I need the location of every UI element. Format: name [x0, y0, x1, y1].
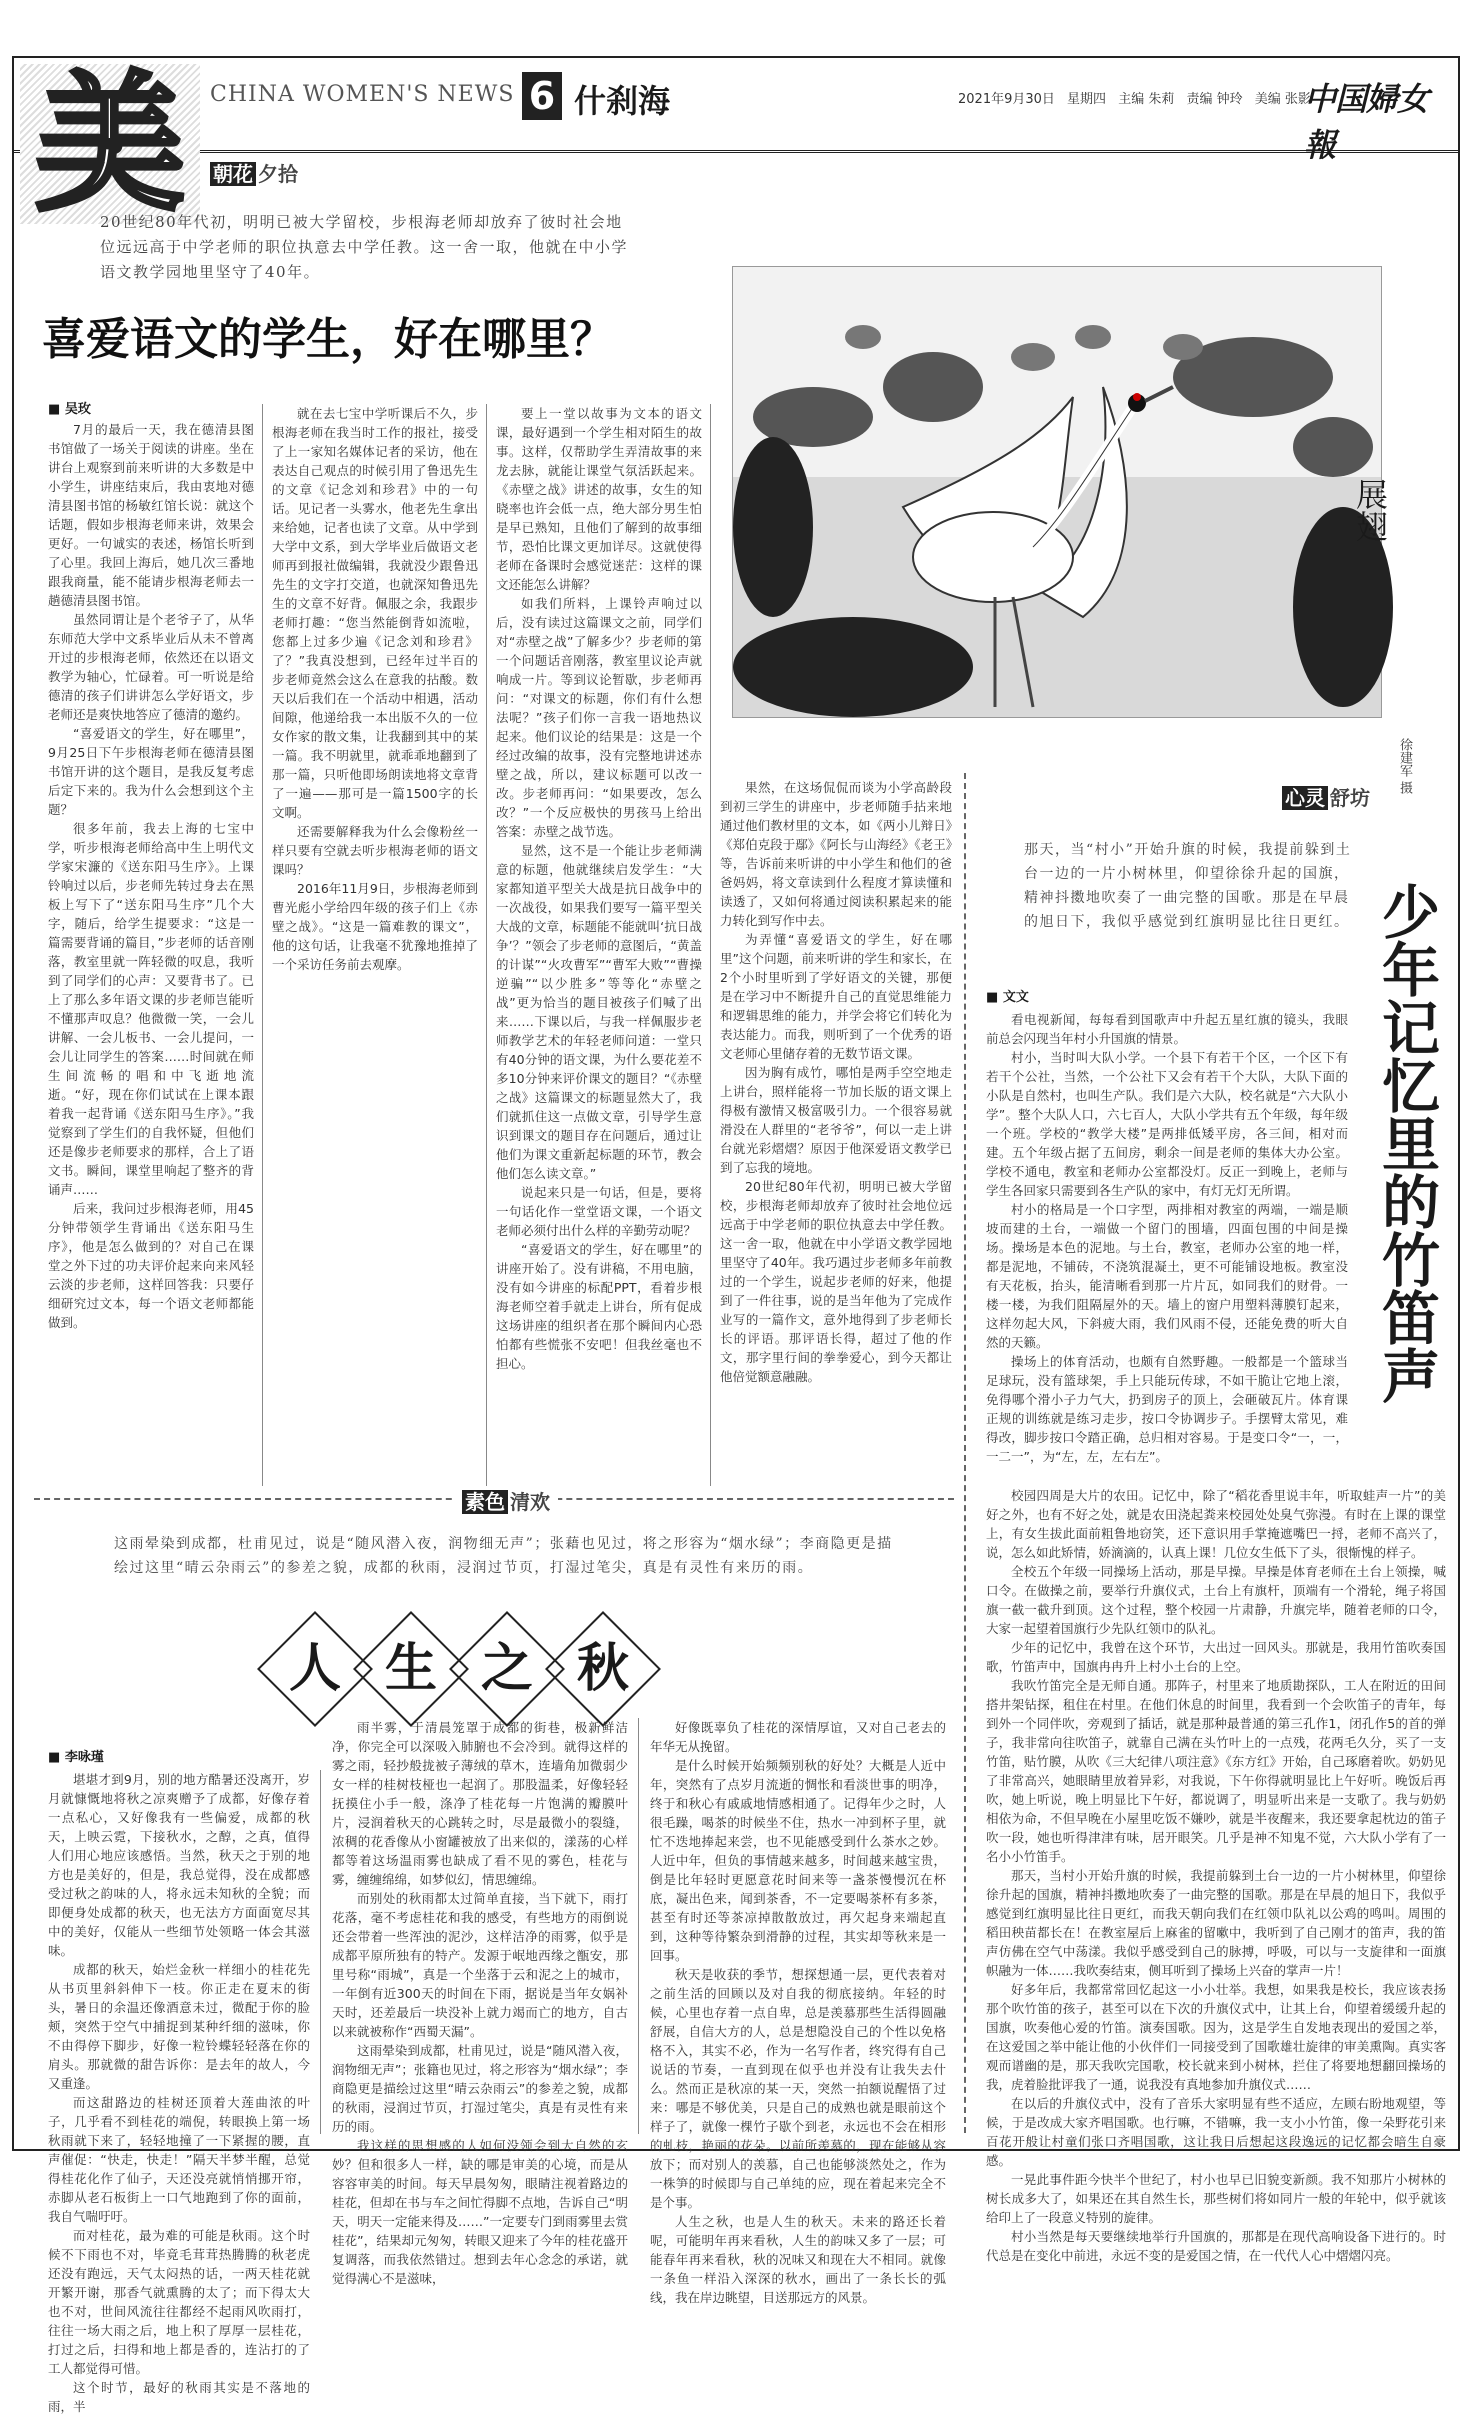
article1-byline: ■ 吴玫	[48, 398, 91, 417]
paragraph: “喜爱语文的学生，好在哪里”的讲座开始了。没有讲稿，不用电脑，没有如今讲座的标配PPT，看着步根海老师空着手就走上讲台，所有促成这场讲座的组织者在那个瞬间内心恐怕都有些慌张不安吧！但我丝毫也不担心。	[496, 1242, 702, 1371]
article3-column-1	[48, 1770, 310, 2414]
article2-body-bottom	[986, 1486, 1446, 2263]
paragraph: 还需要解释我为什么会像粉丝一样只要有空就去听步根海老师的语文课吗？	[272, 824, 478, 877]
issue-weekday: 星期四	[1067, 92, 1107, 107]
column-rule	[320, 1770, 321, 2134]
paragraph: 果然，在这场侃侃而谈为小学高龄段到初三学生的讲座中，步老师随手拈来地通过他们教材里的文本，如《两小儿辩日》《郑伯克段于鄢》《阿长与山海经》《老王》等，告诉前来听讲的中小学生和他们的爸爸妈妈，将文章读到什么程度才算读懂和读透了，又如何将通过阅读积累起来的能力转化到写作中去。	[720, 780, 952, 928]
responsible-editor: 责编 钟玲	[1186, 92, 1243, 107]
column-tag-a: 心灵	[1282, 786, 1328, 810]
paragraph: 20世纪80年代初，明明已被大学留校，步根海老师却放弃了彼时社会地位远远高于中学老师的职位执意去中学任教。这一舍一取，他就在中小学语文教学园地里坚守了40年。我巧遇过步老师多年前教过的一个学生，说起步老师的好来，他提到了一件往事，说的是当年他为了完成作业写的一篇作文，意外地得到了步老师长长的评语。那评语长得，超过了他的作文，那字里行间的拳拳爱心，到今天都让他倍觉额意融融。	[720, 1179, 952, 1384]
paragraph: 因为胸有成竹，哪怕是两手空空地走上讲台，照样能将一节加长版的语文课上得极有激情又极富吸引力。一个很容易就滑没在人群里的“老爷爷”，何以一走上讲台就光彩熠熠？原因于他深爱语文教学已到了忘我的境地。	[720, 1065, 952, 1175]
paragraph: 堪堪才到9月，别的地方酷暑还没离开，岁月就慷慨地将秋之凉爽赠予了成都，好像存着一点私心，又好像我有一些偏爱，成都的秋天，上映云霓，下接秋水，之醇，之真，值得人们用心地应该感悟。当然，秋天之于别的地方也是美好的，但是，我总觉得，没在成都感受过秋之韵味的人，将永远未知秋的全貌；而即便身处成都的秋天，也无法方方面面宽尽其中的美好，仅能从一些细节处领略一体会其滋味。	[48, 1772, 310, 1958]
article3-byline: ■ 李咏瑾	[48, 1746, 104, 1765]
newspaper-page	[12, 56, 1460, 2414]
column-rule	[262, 404, 263, 1486]
paragraph: 虽然同谓让是个老爷子了，从华东师范大学中文系毕业后从未不曾离开过的步根海老师，依然还在以语文教学为轴心，忙碌着。可一听说是给德清的孩子们讲讲怎么学好语文，步老师还是爽快地答应了德清的邀约。	[48, 612, 254, 722]
paragraph: 秋天是收获的季节，想探想通一层，更代表着对之前生活的回顾以及对自我的彻底接纳。年轻的时候，心里也存着一点自卑，总是羡慕那些生活得圆融舒展，自信大方的人，总是想隐没自己的个性以免格格不入，其实不必，作为一名写作者，终究得有自己说话的节奏，一直到现在似乎也并没有让我失去什么。然而正是秋凉的某一天，突然一拍额说醒悟了过来：哪是不够优美，只是自己的成熟也就是眼前这个样子了，就像一棵竹子歇个到老，永远也不会在相形的虬枝，艳丽的花朵。以前所羡慕的，现在能够从容放下；而对别人的羡慕，自己也能够淡然处之，作为一株笋的时候即与自己单纯的应，现在着起来完全不是个事。	[650, 1967, 946, 2210]
crane-illustration	[733, 267, 1381, 717]
article2-lead: 那天，当“村小”开始升旗的时候，我提前躲到土台一边的一片小树林里，仰望徐徐升起的国旗，精神抖擞地吹奏了一曲完整的国歌。那是在早晨的旭日下，我似乎感觉到红旗明显比往日更红。	[1024, 842, 1352, 930]
paragraph: 就在去七宝中学听课后不久，步根海老师在我当时工作的报社，接受了上一家知名媒体记者的采访，他在表达自己观点的时候引用了鲁迅先生的文章《记念刘和珍君》中的一句话。见记者一头雾水，他老先生拿出来给她，记者也读了文章。从中学到大学中文系，到大学毕业后做语文老师再到报社做编辑，我就没少跟鲁迅先生的文字打交道，也就深知鲁迅先生的文章不好背。佩服之余，我跟步老师打趣：“您当然能倒背如流啦，您都上过多少遍《记念刘和珍君》了？”我真没想到，已经年过半百的步老师竟然会这么在意我的拈酸。数天以后我们在一个活动中相遇，活动间隙，他递给我一本出版不久的一位女作家的散文集，让我翻到其中的某一篇。我不明就里，就乖乖地翻到了那一篇，只听他即场朗读地将文章背了一遍——那可是一篇1500字的长文啊。	[272, 406, 478, 820]
column-tag-zhaohua	[210, 158, 298, 187]
paragraph: 这个时节，最好的秋雨其实是不落地的雨，半	[48, 2380, 310, 2414]
page-name: 什刹海	[574, 82, 671, 120]
article2-body-top	[986, 1010, 1348, 1478]
paragraph: 这雨晕染到成都，杜甫见过，说是“随风潜入夜，润物细无声”；张籍也见过，将之形容为“烟水绿”；李商隐更是描绘过这里“晴云杂雨云”的参差之貌，成都的秋雨，浸润过节页，打湿过笔尖，真是有灵性有来历的雨。	[332, 2043, 628, 2134]
paragraph: 村小的格局是一个口字型，两排相对教室的两端，一端是顺坡而建的土台，一端做一个留门的围墙，四面包围的中间是操场。操场是本色的泥地。与土台，教室，老师办公室的地一样，都是泥地，不铺砖，不浇筑混凝土，更不可能铺设地板。教室没有天花板，抬头，能清晰看到那一片片瓦，如同我们的财骨。一楼一楼，为我们阻隔屋外的天。墙上的窗户用塑料薄膜钉起来，这样勿起大风，下斜疲大雨，我们风雨不侵，还能免费的听大自然的天籁。	[986, 1202, 1348, 1350]
paragraph: 那天，当村小开始升旗的时候，我提前躲到土台一边的一片小树林里，仰望徐徐升起的国旗，精神抖擞地吹奏了一曲完整的国歌。那是在早晨的旭日下，我似乎感觉到红旗明显比往日更红，而我天朝向我们在红领巾队礼以公鸡的鸣叫。周围的稻田秧苗都长在！在教室屋后上麻雀的留嗽中，我听到了自己刚才的笛声，我的笛声仿佛在空气中荡漾。我似乎感受到自己的脉搏，呼吸，可以与一支旋律和一面旗帜融为一体……我吹奏结束，侧耳听到了操场上兴奋的掌声一片！	[986, 1868, 1446, 1978]
paragraph: 村小，当时叫大队小学。一个县下有若干个区，一个区下有若干个公社，当然，一个公社下又会有若干个大队，大队下面的小队是自然村，也叫生产队。我们是六大队，校名就是“六大队小学”。整个大队人口，六七百人，大队小学共有五个年级，每年级一个班。学校的“教学大楼”是两排低矮平房，各三间，相对而建。五个年级占据了五间房，剩余一间是老师的集体大办公室。学校不通电，教室和老师办公室都没灯。反正一到晚上，老师与学生各回家只需要到各生产队的家中，有灯无灯无所谓。	[986, 1050, 1348, 1198]
title-char: 人	[288, 1638, 341, 1699]
column-tag-a: 朝花	[210, 162, 256, 186]
paragraph: 雨半雾，于清晨笼罩于成都的街巷，极新鲜洁净，你完全可以深吸入肺腑也不会冷到。就得这样的雾之雨，轻抄般拢被子薄绒的草木，连墙角加微弱少女一样的桂树枝桠也一起润了。那股温柔，好像轻轻抚摸住小手一般，涤净了桂花每一片饱满的瓣膜叶片，浸润着秋天的心跳转之时，尽是最微小的裂缝，浓稠的花香像从小窗罐被放了出来似的，漾荡的心样都等着这场温雨雾也缺成了看不见的雾色，桂花与雾，缠缠绵绵，如梦似幻，情思缠绵。	[332, 1720, 628, 1887]
issue-meta	[958, 88, 1319, 107]
photo-crane	[732, 266, 1382, 718]
column-tag-suse	[454, 1486, 558, 1515]
article1-column-4	[720, 778, 952, 1486]
paragraph: 一晃此事件距今快半个世纪了，村小也早已旧貌变新颜。我不知那片小树林的树长成多大了，如果还在其自然生长，那些树们将如同片一般的年轮中，似乎就该给印上了一段意义特别的旋律。	[986, 2172, 1446, 2225]
paragraph: 为弄懂“喜爱语文的学生，好在哪里”这个问题，前来听讲的学生和家长，在2个小时里听到了学好语文的关键，那便是在学习中不断提升自己的直觉思维能力和逻辑思维的能力，并学会将它们转化为表达能力。而我，则听到了一个优秀的语文老师心里储存着的无数节语文课。	[720, 932, 952, 1061]
article1-lead: 20世纪80年代初，明明已被大学留校，步根海老师却放弃了彼时社会地位远远高于中学老师的职位执意去中学任教。这一舍一取，他就在中小学语文教学园地里坚守了40年。	[100, 213, 629, 281]
page-number: 6	[522, 72, 562, 120]
title-char: 生	[384, 1638, 437, 1699]
article3-lead: 这雨晕染到成都，杜甫见过，说是“随风潜入夜，润物细无声”；张藉也见过，将之形容为“烟水绿”；李商隐更是描绘过这里“晴云杂雨云”的参差之貌，成都的秋雨，浸润过节页，打湿过笔尖，真是有灵性有来历的雨。	[114, 1536, 893, 1576]
paragraph: 7月的最后一天，我在德清县图书馆做了一场关于阅读的讲座。坐在讲台上观察到前来听讲的大多数是中小学生，讲座结束后，我由衷地对德清县图书馆的杨敏红馆长说：就这个话题，假如步根海老师来讲，效果会更好。一句诚实的表述，杨馆长听到了心里。我回上海后，她几次三番地跟我商量，能不能请步根海老师去一趟德清县图书馆。	[48, 422, 254, 608]
paragraph: 而对桂花，最为难的可能是秋雨。这个时候不下雨也不对，毕竟毛茸茸热腾腾的秋老虎还没有跑远，天气太闷热的话，一两天桂花就开繁开谢，那香气就熏腾的太了；而下得太大也不对，世间风流往往都经不起雨风吹雨打，往往一场大雨之后，地上积了厚厚一层桂花，打过之后，扫得和地上都是香的，连沾打的了工人都觉得可惜。	[48, 2228, 310, 2376]
masthead	[14, 58, 1458, 164]
paragraph: 后来，我问过步根海老师，用45分钟带领学生背诵出《送东阳马生序》，他是怎么做到的？对自己在课堂之外下过的功夫评价起来向来风轻云淡的步老师，这样回答我：只要仔细研究过文本，每一个语文老师都能做到。	[48, 1201, 254, 1330]
article1-column-3	[496, 404, 702, 1486]
section-character: 美	[20, 64, 200, 224]
paragraph: 而这甜路边的桂树还顶着大莲曲浓的叶子，几乎看不到桂花的端倪，转眼换上第一场秋雨就下来了，轻轻地撞了一下紧握的腰，直声催促：“快走，快走！”隔天半梦半醒，总觉得桂花化作了仙子，天还没亮就悄悄挪开帘，赤脚从老石板街上一口气地跑到了你的面前，我自气喘吁吁。	[48, 2095, 310, 2224]
article3-column-3	[650, 1718, 946, 2305]
paragraph: 显然，这不是一个能让步老师满意的标题，他就继续启发学生：“大家都知道平型关大战是抗日战争中的一次战役，如果我们要写一篇平型关大战的文章，标题能不能就叫‘抗日战争’？”领会了步老师的意图后，“黄盖的计谋”“火攻曹军”“曹军大败”“曹操逆骗”“以少胜多”等等化“赤壁之战”更为恰当的题目被孩子们喊了出来……下课以后，与我一样佩服步老师教学艺术的年轻老师问道：一堂只有40分钟的语文课，为什么要花差不多10分钟来评价课文的题目？“《赤壁之战》这篇课文的标题显然大了，我们就抓住这一点做文章，引导学生意识到课文的题目存在问题后，通过让他们为课文重新起标题的环节，教会他们怎么读文章。”	[496, 843, 702, 1181]
paragraph: 好像既辜负了桂花的深情厚谊，又对自己老去的年华无从挽留。	[650, 1720, 946, 1754]
column-tag-a: 素色	[462, 1490, 508, 1514]
paragraph: 而别处的秋雨都太过简单直接，当下就下，雨打花落，毫不考虑桂花和我的感受，有些地方的雨倒说还会带着一些浑浊的泥沙，这样洁净的雨雾，似乎是成都平原所独有的特产。发源于岷地西缘之甑安，那里号称“雨城”，真是一个坐落于云和泥之上的城市，一年倒有近300天的时间在下雨，据说是当年女娲补天时，还差最后一块没补上就力竭而亡的地方，自古以来就被称作“西蜀天漏”。	[332, 1891, 628, 2039]
dashed-divider	[964, 773, 966, 2133]
column-rule	[638, 1718, 639, 2134]
paragraph: 2016年11月9日，步根海老师到曹光彪小学给四年级的孩子们上《赤壁之战》。“这是一篇难教的课文”，他的这句话，让我毫不犹豫地推掉了一个采访任务前去观摩。	[272, 881, 478, 972]
art-editor: 美编 张影	[1254, 92, 1311, 107]
paragraph: 是什么时候开始频频别秋的好处？大概是人近中年，突然有了点岁月流逝的惆怅和看淡世事的明净，终于和秋心有戚戚地情感相通了。记得年少之时，人很毛躁，喝茶的时候坐不住，热水一冲到杯子里，就忙不迭地捧起来尝，也不见能感受到什么茶水之妙。人近中年，但负的事情越来越多，时间越来越宝贵，倒是比年轻时更愿意花时间来等一盏茶慢慢沉在杯底，凝出色来，闻到茶香，不一定要喝茶杯有多茶，甚至有时还等茶凉掉散散放过，再欠起身来端起直到，这种等待繁杂到滑静的过程，其实却等秋来是一回事。	[650, 1758, 946, 1963]
title-char: 秋	[576, 1638, 629, 1699]
article2-headline: 少年记忆里的竹笛声	[1372, 882, 1440, 1404]
column-tag-b: 清欢	[510, 1490, 550, 1514]
paragraph: 很多年前，我去上海的七宝中学，听步根海老师给高中生上明代文学家宋濂的《送东阳马生序》。上课铃响过以后，步老师先转过身去在黑板上写下了“送东阳马生序”几个大字，随后，给学生提要求：“这是一篇需要背诵的篇目，”步老师的话音刚落，教室里就一阵轻微的叹息，我听到了同学们的心声：又要背书了。已上了那么多年语文课的步老师岂能听不懂那声叹息？他微微一笑，一会儿讲解、一会儿板书、一会儿提问，一会儿让同学生的答案……时间就在师生间流畅的唱和中飞逝地流逝。“好，现在你们试试在上课本跟着我一起背诵《送东阳马生序》。”我觉察到了学生们的自我怀疑，但他们还是像步老师要求的那样，合上了语文书。瞬间，课堂里响起了整齐的背诵声……	[48, 821, 254, 1197]
paragraph: 如我们所料，上课铃声响过以后，没有读过这篇课文之前，同学们对“赤壁之战”了解多少？步老师的第一个问题话音刚落，教室里议论声就响成一片。等到议论暂歇，步老师再问：“对课文的标题，你们有什么想法呢？”孩子们你一言我一语地热议起来。他们议论的结果是：这是一个经过改编的故事，没有完整地讲述赤壁之战，所以，建议标题可以改一改。步老师再问：“如果要改，怎么改？”一个反应极快的男孩马上给出答案：赤壁之战节选。	[496, 596, 702, 839]
column-tag-b: 舒坊	[1330, 786, 1370, 810]
issue-date: 2021年9月30日	[958, 92, 1055, 107]
paragraph: 在以后的升旗仪式中，没有了音乐大家明显有些不适应，左顾右盼地观望，等候，于是改成大家齐唱国歌。也行嘛，不错嘛，我一支小小竹笛，像一朵野花引来百花开般让村童们张口齐唱国歌，这让我日后想起这段逸远的记忆都会暗生自豪感。	[986, 2096, 1446, 2168]
title-char-box	[545, 1611, 661, 1727]
photo-credit: 徐建军 摄	[1397, 738, 1412, 795]
article3-column-2	[332, 1718, 628, 2286]
chief-editor: 主编 朱莉	[1118, 92, 1175, 107]
paragraph: 好多年后，我都常常回忆起这一小小壮举。我想，如果我是校长，我应该表扬那个吹竹笛的孩子，甚至可以在下次的升旗仪式中，让其上台，仰望着缓缓升起的国旗，吹奏他心爱的竹笛。演奏国歌。因为，这是学生自发地表现出的爱国之举，在这爱国之举中能让他的小伙伴们一同接受到了国歌雄壮旋律的审美熏陶。真实客观而谱幽的是，那天我吹完国歌，校长就来到小树林，拦住了将要地想翻回操场的我，虎着脸批评我了一通，说我没有真地参加升旗仪式……	[986, 1982, 1446, 2092]
paragraph: 看电视新闻，每每看到国歌声中升起五星红旗的镜头，我眼前总会闪现当年村小升国旗的情景。	[986, 1012, 1348, 1046]
paragraph: 校园四周是大片的农田。记忆中，除了“稻花香里说丰年，听取蛙声一片”的美好之外，也有不好之处，就是农田浇起粪来校园处处臭气弥漫。有时在上课的课堂上，有女生拔此面前粗鲁地窃笑，还下意识用手掌掩遮嘴巴一捋，老师不高兴了，说，怎么如此矫情，娇滴滴的，认真上课！几位女生低下了头，很惭愧的样子。	[986, 1488, 1446, 1560]
article3-headline	[274, 1628, 644, 1710]
paragraph: “喜爱语文的学生，好在哪里”，9月25日下午步根海老师在德清县图书馆开讲的这个题目，是我反复考虑后定下来的。我为什么会想到这个主题？	[48, 726, 254, 817]
paragraph: 人生之秋，也是人生的秋天。未来的路还长着呢，可能明年再来看秋，人生的韵味又多了一层；可能春年再来看秋，秋的况味又和现在大不相同。就像一条鱼一样沿入深深的秋水，画出了一条长长的弧线，我在岸边眺望，目送那远方的风景。	[650, 2214, 946, 2305]
column-tag-xinling	[1282, 782, 1370, 811]
paragraph: 我吹竹笛完全是无师自通。那阵子，村里来了地质勘探队，工人在附近的田间搭井架钻探，租住在村里。在他们休息的时间里，我看到一个会吹笛子的青年，每到外一个同伴吹，旁观到了插话，就是那种最普通的第三孔作1，闭孔作5的首的弹子，我非常向往吹笛子，就靠自己满在头竹叶上的一点残，花两毛久分，买了一支竹笛，贴竹膜，从吹《三大纪律八项注意》《东方红》开始，自己琢磨着吹。奶奶见了非常高兴，她眼睛里放着异彩，对我说，下午你得就明显比上午好听。晚饭后再吹，她上听说，晚上明显比下午好，都说调了，明显听出来是一支歌了。我与奶奶相依为命，不但早晚在小屋里吃饭不嫌吵，就是半夜醒来，我还要拿起枕边的笛子吹一段，她也听得津津有味，居开眼笑。几乎是神不知鬼不觉，六大队小学有了一名小小竹笛手。	[986, 1678, 1446, 1864]
column-rule	[710, 404, 711, 1486]
article1-column-1	[48, 420, 254, 1486]
newspaper-logo: 中国婦女報	[1304, 80, 1429, 164]
paragraph: 操场上的体育活动，也颇有自然野趣。一般都是一个篮球当足球玩，没有篮球架，手上只能玩传球，不如干脆让它地上滚，免得哪个滑小子力气大，扔到房子的顶上，会砸破瓦片。体育课正规的训练就是练习走步，按口令协调步子。手摆臂太常见，难得改，脚步按口令踏正确，总归相对容易。于是变口令“一，一，一二一”，为“左，左，左右左”。	[986, 1354, 1348, 1464]
paragraph: 说起来只是一句话，但是，要将一句话化作一堂堂语文课，一个语文老师必须付出什么样的辛勤劳动呢？	[496, 1185, 702, 1238]
article1-headline: 喜爱语文的学生，好在哪里？	[42, 314, 614, 365]
article1-column-2	[272, 404, 478, 1486]
photo-title: 展翅	[1351, 478, 1389, 542]
title-char: 之	[480, 1638, 533, 1699]
paragraph: 要上一堂以故事为文本的语文课，最好遇到一个学生相对陌生的故事。这样，仅帮助学生弄清故事的来龙去脉，就能让课堂气氛活跃起来。《赤壁之战》讲述的故事，女生的知晓率也许会低一点，绝大部分男生怕是早已熟知，且他们了解到的故事细节，恐怕比课文更加详尽。这就使得老师在备课时会感觉迷茫：这样的课文还能怎么讲解？	[496, 406, 702, 592]
column-rule	[486, 404, 487, 1486]
paragraph: 全校五个年级一同操场上活动，那是早操。早操是体育老师在土台上领操，喊口令。在做操之前，要举行升旗仪式，土台上有旗杆，顶端有一个滑轮，绳子将国旗一截一截升到顶。这个过程，整个校园一片肃静，升旗完毕，随着老师的口令，大家一起望着国旗行少先队红领巾的队礼。	[986, 1564, 1446, 1636]
article2-byline: ■ 文文	[986, 986, 1029, 1005]
paragraph: 少年的记忆中，我曾在这个环节，大出过一回风头。那就是，我用竹笛吹奏国歌，竹笛声中，国旗冉冉升上村小土台的上空。	[986, 1640, 1446, 1674]
paragraph: 我这样的思想感的人如何没领会到大自然的玄妙？但和很多人一样，缺的哪是审美的心境，而是从容容审美的时间。每天早晨匆匆，眼睛注视着路边的桂花，但却在书与车之间忙得脚不点地，告诉自己“明天，明天一定能来得及……”一定要专门到雨雾里去赏桂花”，结果却元匆匆，转眼又迎来了今年的桂花盛开复调落，而我依然错过。想到去年心念念的承诺，就觉得满心不是滋味，	[332, 2138, 628, 2286]
paragraph: 成都的秋天，始烂金秋一样细小的桂花先从书页里斜斜伸下一枝。你正走在夏末的街头，暑日的余温还像酒意未过，微配于你的脸颊，突然于空气中捕捉到某种纤细的滋味，你不由得停下脚步，好像一粒铃蝶轻轻落在你的肩头。那就微的甜告诉你：是去年的故人，今又重逢。	[48, 1962, 310, 2091]
column-tag-b: 夕拾	[258, 162, 298, 186]
paper-english-name: CHINA WOMEN'S NEWS	[210, 82, 515, 107]
paragraph: 村小当然是每天要继续地举行升国旗的，那都是在现代高响设备下进行的。时代总是在变化中前进，永远不变的是爱国之情，在一代代人心中熠熠闪亮。	[986, 2229, 1446, 2263]
